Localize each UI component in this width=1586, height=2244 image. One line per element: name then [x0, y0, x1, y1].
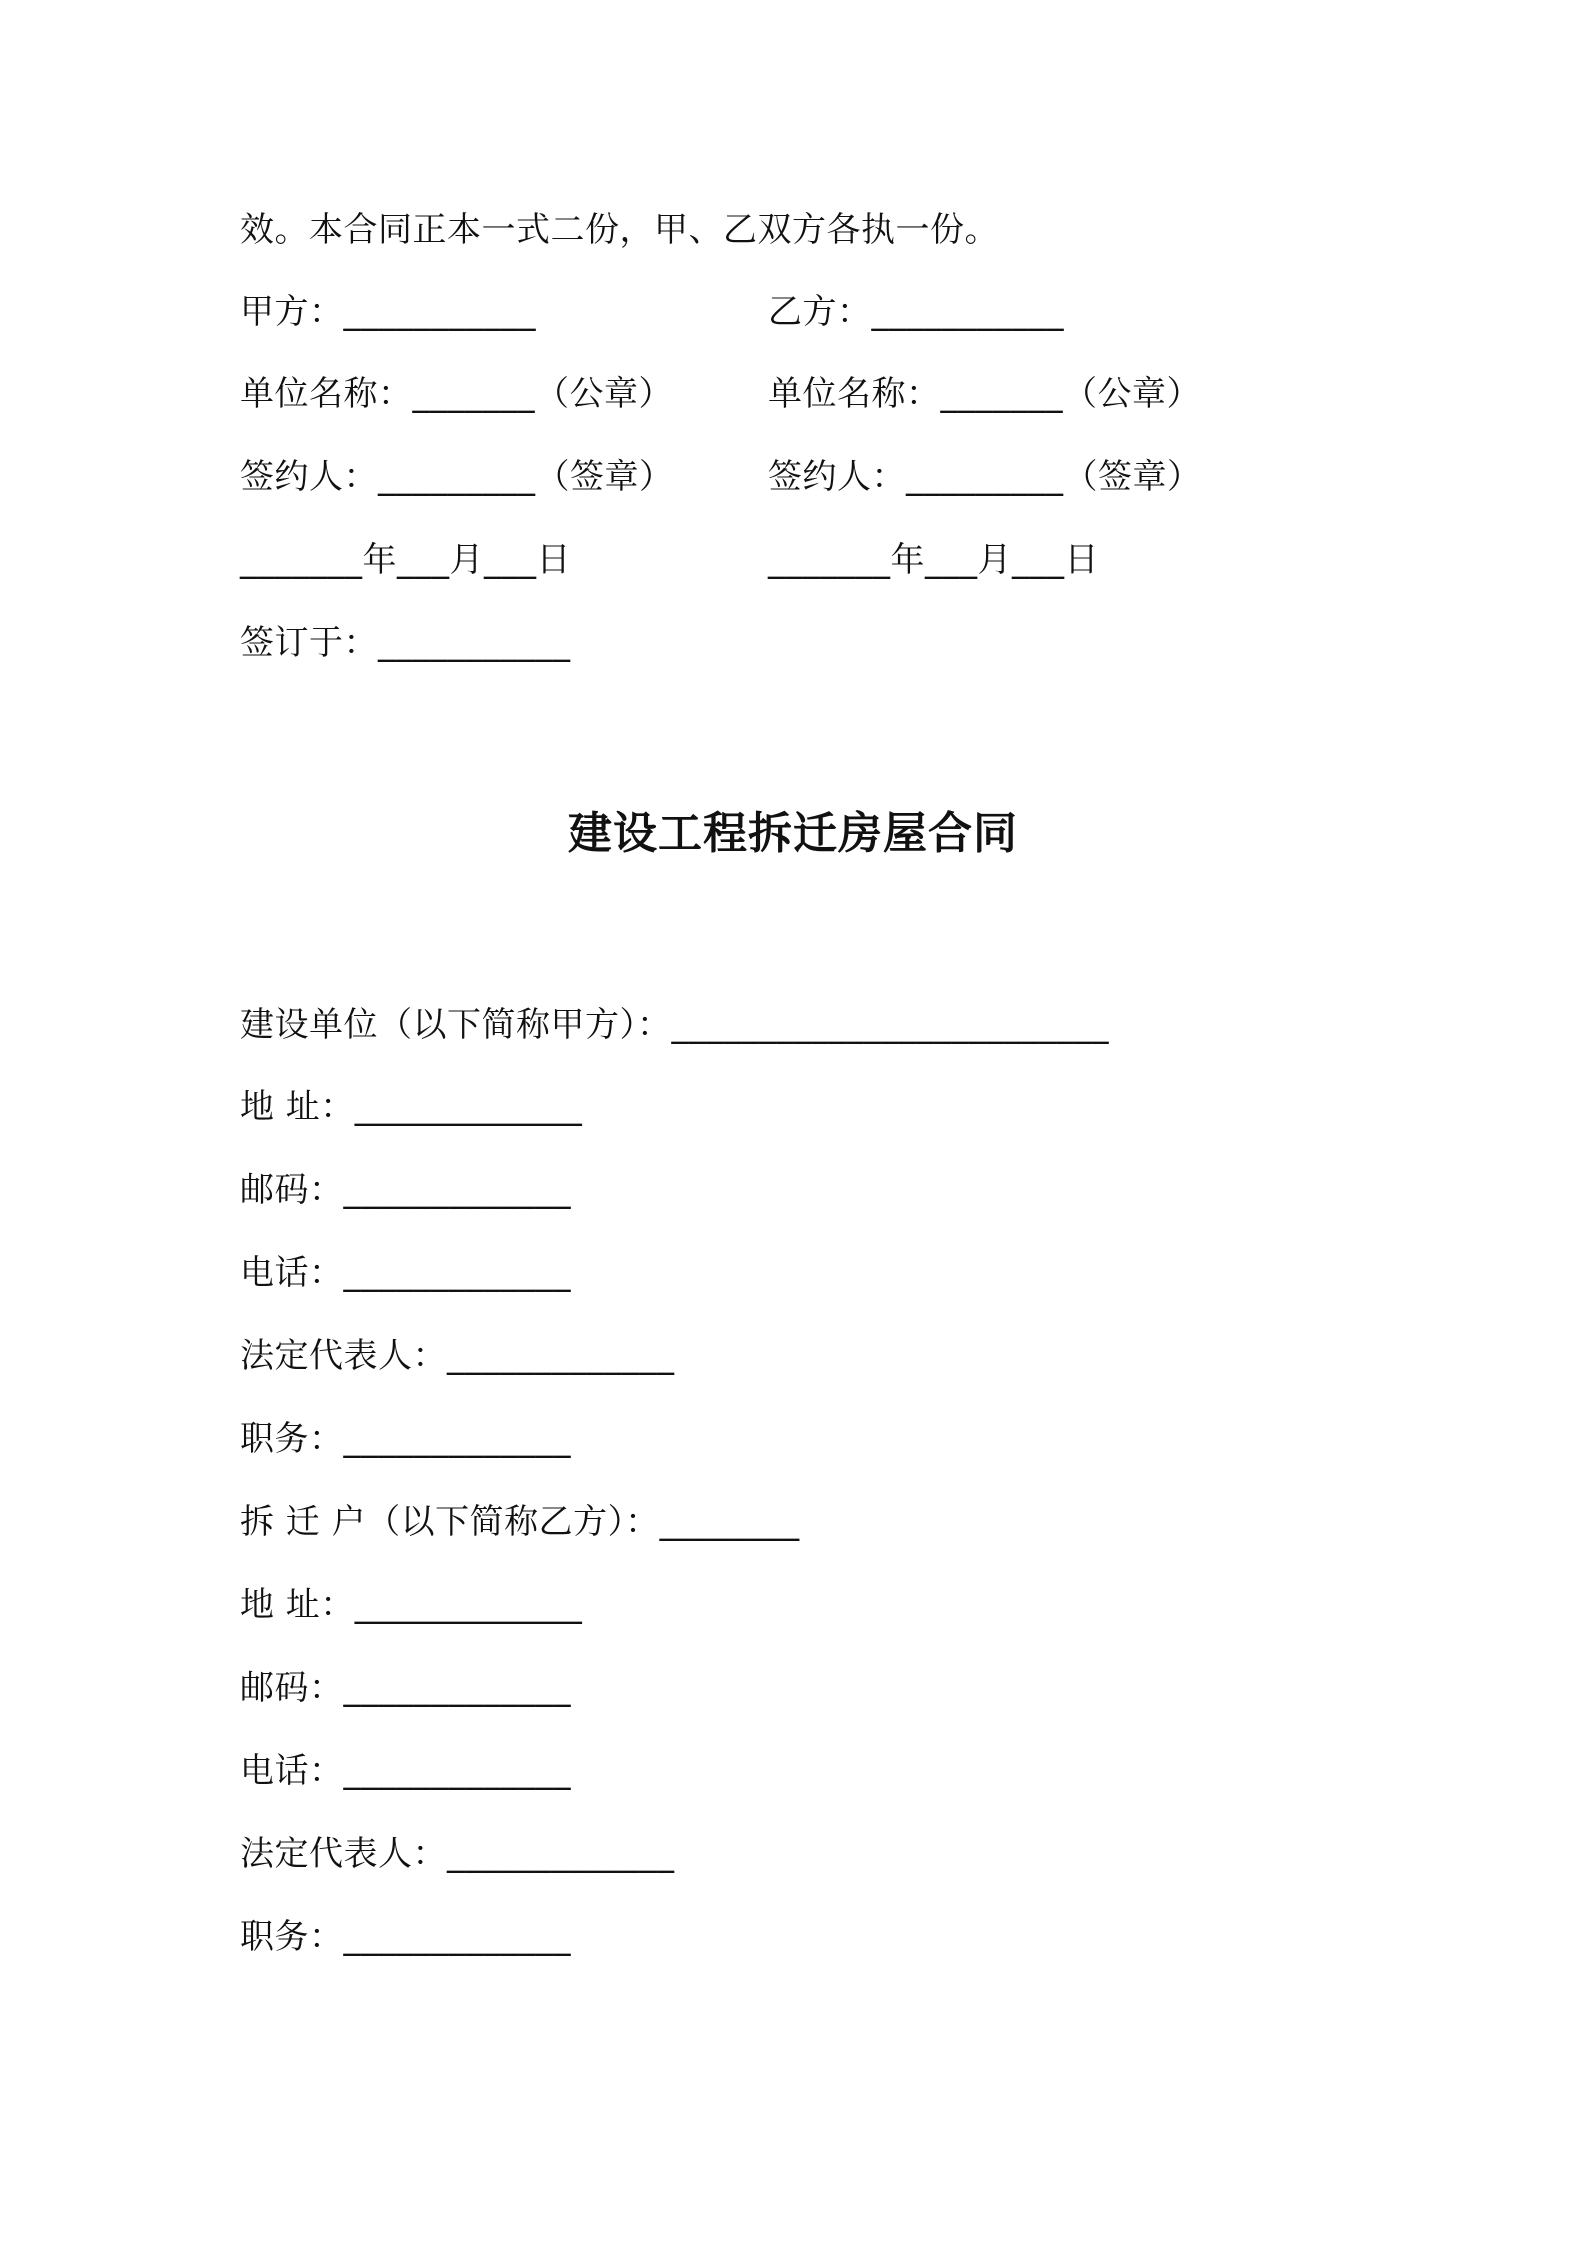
party-a-postcode-field: 邮码：_____________	[240, 1170, 571, 1210]
party-a-signer: 签约人：_________（签章）	[240, 457, 674, 497]
party-a-signature-field: 甲方：___________	[240, 292, 536, 332]
party-a-date: _______年___月___日	[240, 540, 571, 580]
party-b-unit-name: 单位名称：_______（公章）	[768, 374, 1201, 414]
party-b-date: _______年___月___日	[768, 540, 1099, 580]
signed-at-field: 签订于：___________	[240, 623, 571, 663]
party-a-legal-rep-field: 法定代表人：_____________	[240, 1336, 675, 1376]
party-b-signer: 签约人：_________（签章）	[768, 457, 1202, 497]
party-b-legal-rep-field: 法定代表人：_____________	[240, 1834, 675, 1874]
party-a-position-field: 职务：_____________	[240, 1419, 571, 1459]
party-b-signature-field: 乙方：___________	[768, 292, 1064, 332]
relocated-household-field: 拆 迁 户（以下简称乙方）：________	[240, 1502, 800, 1542]
party-a-phone-field: 电话：_____________	[240, 1253, 571, 1293]
party-b-postcode-field: 邮码：_____________	[240, 1668, 571, 1708]
closing-line: 效。本合同正本一式二份，甲、乙双方各执一份。	[240, 210, 999, 250]
party-b-address-field: 地 址：_____________	[240, 1585, 583, 1625]
construction-unit-field: 建设单位（以下简称甲方）：_________________________	[240, 1005, 1109, 1045]
party-b-phone-field: 电话：_____________	[240, 1751, 571, 1791]
party-b-position-field: 职务：_____________	[240, 1917, 571, 1957]
party-a-address-field: 地 址：_____________	[240, 1087, 583, 1127]
party-a-unit-name: 单位名称：_______（公章）	[240, 374, 673, 414]
document-title: 建设工程拆迁房屋合同	[568, 808, 1018, 859]
